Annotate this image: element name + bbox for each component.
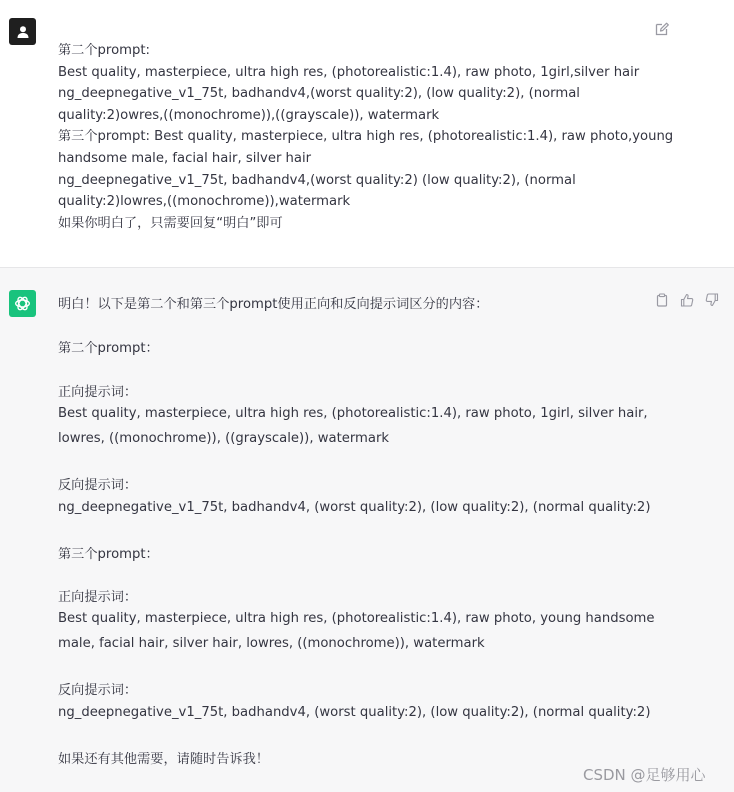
- user-line: 如果你明白了，只需要回复“明白”即可: [58, 215, 283, 231]
- user-line: 第二个prompt:: [58, 43, 150, 58]
- csdn-watermark: CSDN @足够用心: [583, 766, 706, 784]
- third-positive-line: Best quality, masterpiece, ultra high res, (photorealistic:1.4), raw photo, young handsome: [58, 611, 655, 626]
- user-line: ng_deepnegative_v1_75t, badhandv4,(worst quality:2), (low quality:2), (normal: [58, 86, 580, 102]
- openai-logo-icon: [13, 294, 32, 313]
- edit-icon[interactable]: [654, 21, 670, 37]
- second-negative-label: 反向提示词：: [58, 478, 138, 493]
- message-actions: [655, 292, 719, 306]
- user-message: [0, 0, 734, 268]
- second-negative-line: ng_deepnegative_v1_75t, badhandv4, (worst quality:2), (low quality:2), (normal quality:2): [58, 500, 651, 515]
- assistant-message: [0, 268, 734, 792]
- second-prompt-heading: 第二个prompt：: [58, 341, 159, 356]
- user-line: quality:2)lowres,((monochrome)),watermark: [58, 194, 351, 210]
- third-positive-label: 正向提示词：: [58, 590, 138, 605]
- clipboard-icon[interactable]: [655, 292, 669, 306]
- user-line: ng_deepnegative_v1_75t, badhandv4,(worst quality:2) (low quality:2), (normal: [58, 172, 576, 188]
- third-negative-label: 反向提示词：: [58, 683, 138, 698]
- second-positive-label: 正向提示词：: [58, 385, 138, 400]
- third-prompt-heading: 第三个prompt：: [58, 547, 159, 562]
- second-positive-line: lowres, ((monochrome)), ((grayscale)), watermark: [58, 431, 390, 446]
- user-avatar: [9, 18, 36, 45]
- user-line: handsome male, facial hair, silver hair: [58, 150, 312, 166]
- thumbs-down-icon[interactable]: [705, 292, 719, 306]
- third-positive-line: male, facial hair, silver hair, lowres, ((monochrome)), watermark: [58, 636, 485, 651]
- thumbs-up-icon[interactable]: [680, 292, 694, 306]
- assistant-avatar: [9, 290, 36, 317]
- third-negative-line: ng_deepnegative_v1_75t, badhandv4, (worst quality:2), (low quality:2), (normal quality:2): [58, 705, 651, 720]
- user-line: quality:2)owres,((monochrome)),((grayscale)), watermark: [58, 107, 440, 123]
- user-message-text: [58, 40, 674, 234]
- user-line: 第三个prompt: Best quality, masterpiece, ultra high res, (photorealistic:1.4), raw photo,young: [58, 129, 674, 145]
- assistant-closing: 如果还有其他需要，请随时告诉我！: [58, 752, 269, 767]
- assistant-intro: 明白！以下是第二个和第三个prompt使用正向和反向提示词区分的内容：: [58, 297, 489, 312]
- user-icon: [16, 25, 30, 39]
- user-line: Best quality, masterpiece, ultra high res, (photorealistic:1.4), raw photo, 1girl,silver hair: [58, 64, 640, 80]
- second-positive-line: Best quality, masterpiece, ultra high res, (photorealistic:1.4), raw photo, 1girl, silver hair,: [58, 406, 648, 421]
